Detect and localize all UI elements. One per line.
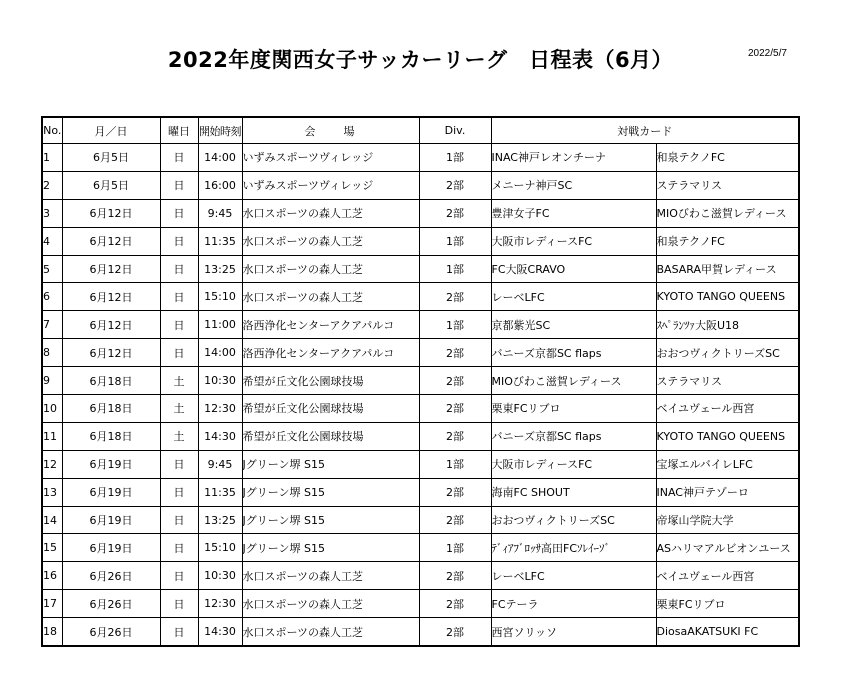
row-number: 11: [42, 422, 62, 450]
venue-name: 水口スポーツの森人工芝: [242, 283, 419, 311]
venue-name: 希望が丘文化公園球技場: [242, 395, 419, 423]
table-row: [42, 367, 799, 395]
venue-name: 水口スポーツの森人工芝: [242, 562, 419, 590]
match-date: 6月12日: [62, 339, 160, 367]
row-number: 2: [42, 171, 62, 199]
kickoff-time: 13:25: [198, 506, 242, 534]
venue-name: Jグリーン堺 S15: [242, 478, 419, 506]
venue-name: 希望が丘文化公園球技場: [242, 367, 419, 395]
home-team: ﾃﾞｨｱﾌﾞﾛｯｻ高田FCｿﾚｲｰｿﾞ: [491, 534, 656, 562]
row-number: 16: [42, 562, 62, 590]
kickoff-time: 12:30: [198, 590, 242, 618]
row-number: 10: [42, 395, 62, 423]
row-number: 9: [42, 367, 62, 395]
division: 2部: [419, 562, 491, 590]
table-row: [42, 395, 799, 423]
header-venue: 会 場: [242, 117, 419, 144]
match-date: 6月19日: [62, 506, 160, 534]
away-team: MIOびわこ滋賀レディース: [656, 199, 799, 227]
table-row: [42, 534, 799, 562]
match-weekday: 日: [160, 478, 198, 506]
home-team: FC大阪CRAVO: [491, 255, 656, 283]
row-number: 5: [42, 255, 62, 283]
away-team: ｽﾍﾟﾗﾝﾂｧ大阪U18: [656, 311, 799, 339]
row-number: 15: [42, 534, 62, 562]
division: 1部: [419, 227, 491, 255]
kickoff-time: 12:30: [198, 395, 242, 423]
header-no: No.: [42, 117, 62, 144]
division: 2部: [419, 618, 491, 646]
match-weekday: 日: [160, 339, 198, 367]
header-date: 月／日: [62, 117, 160, 144]
match-date: 6月12日: [62, 227, 160, 255]
home-team: メニーナ神戸SC: [491, 171, 656, 199]
home-team: 西宮ソリッソ: [491, 618, 656, 646]
match-weekday: 土: [160, 395, 198, 423]
match-weekday: 日: [160, 562, 198, 590]
home-team: FCテーラ: [491, 590, 656, 618]
venue-name: いずみスポーツヴィレッジ: [242, 171, 419, 199]
venue-name: 水口スポーツの森人工芝: [242, 590, 419, 618]
away-team: 和泉テクノFC: [656, 227, 799, 255]
division: 2部: [419, 283, 491, 311]
header-division: Div.: [419, 117, 491, 144]
match-weekday: 日: [160, 534, 198, 562]
match-date: 6月12日: [62, 311, 160, 339]
away-team: ベイユヴェール西宮: [656, 395, 799, 423]
row-number: 14: [42, 506, 62, 534]
row-number: 12: [42, 450, 62, 478]
table-row: [42, 144, 799, 172]
match-weekday: 日: [160, 590, 198, 618]
table-row: [42, 311, 799, 339]
row-number: 1: [42, 144, 62, 172]
away-team: INAC神戸テゾーロ: [656, 478, 799, 506]
match-date: 6月12日: [62, 199, 160, 227]
venue-name: 希望が丘文化公園球技場: [242, 422, 419, 450]
table-row: [42, 227, 799, 255]
kickoff-time: 11:00: [198, 311, 242, 339]
away-team: ステラマリス: [656, 367, 799, 395]
match-weekday: 日: [160, 227, 198, 255]
row-number: 3: [42, 199, 62, 227]
home-team: バニーズ京都SC flaps: [491, 422, 656, 450]
match-weekday: 日: [160, 171, 198, 199]
match-weekday: 日: [160, 311, 198, 339]
kickoff-time: 16:00: [198, 171, 242, 199]
match-date: 6月26日: [62, 618, 160, 646]
document-date: 2022/5/7: [748, 48, 787, 59]
table-row: [42, 199, 799, 227]
kickoff-time: 11:35: [198, 478, 242, 506]
division: 2部: [419, 367, 491, 395]
match-weekday: 日: [160, 255, 198, 283]
away-team: 宝塚エルバイレLFC: [656, 450, 799, 478]
division: 2部: [419, 506, 491, 534]
match-date: 6月5日: [62, 144, 160, 172]
match-weekday: 土: [160, 422, 198, 450]
row-number: 4: [42, 227, 62, 255]
match-date: 6月5日: [62, 171, 160, 199]
away-team: 帝塚山学院大学: [656, 506, 799, 534]
kickoff-time: 13:25: [198, 255, 242, 283]
venue-name: 水口スポーツの森人工芝: [242, 255, 419, 283]
row-number: 6: [42, 283, 62, 311]
table-row: [42, 562, 799, 590]
home-team: 京都紫光SC: [491, 311, 656, 339]
header-match: 対戦カード: [491, 117, 799, 144]
home-team: 豊津女子FC: [491, 199, 656, 227]
home-team: 大阪市レディースFC: [491, 227, 656, 255]
match-date: 6月26日: [62, 562, 160, 590]
match-date: 6月19日: [62, 450, 160, 478]
venue-name: Jグリーン堺 S15: [242, 450, 419, 478]
header-day: 曜日: [160, 117, 198, 144]
kickoff-time: 9:45: [198, 199, 242, 227]
row-number: 17: [42, 590, 62, 618]
home-team: MIOびわこ滋賀レディース: [491, 367, 656, 395]
venue-name: Jグリーン堺 S15: [242, 506, 419, 534]
table-row: [42, 283, 799, 311]
match-weekday: 日: [160, 618, 198, 646]
match-date: 6月12日: [62, 255, 160, 283]
match-date: 6月18日: [62, 367, 160, 395]
venue-name: 水口スポーツの森人工芝: [242, 227, 419, 255]
home-team: 栗東FCリブロ: [491, 395, 656, 423]
match-weekday: 日: [160, 144, 198, 172]
page-title: 2022年度関西女子サッカーリーグ 日程表（6月）: [167, 48, 674, 72]
venue-name: 水口スポーツの森人工芝: [242, 618, 419, 646]
match-weekday: 土: [160, 367, 198, 395]
home-team: 大阪市レディースFC: [491, 450, 656, 478]
division: 1部: [419, 255, 491, 283]
table-row: [42, 590, 799, 618]
away-team: 栗東FCリブロ: [656, 590, 799, 618]
division: 2部: [419, 422, 491, 450]
table-row: [42, 339, 799, 367]
header-row: [42, 117, 799, 144]
kickoff-time: 14:00: [198, 339, 242, 367]
division: 1部: [419, 534, 491, 562]
venue-name: いずみスポーツヴィレッジ: [242, 144, 419, 172]
kickoff-time: 10:30: [198, 562, 242, 590]
row-number: 8: [42, 339, 62, 367]
match-weekday: 日: [160, 283, 198, 311]
table-row: [42, 618, 799, 646]
home-team: レーベLFC: [491, 562, 656, 590]
division: 2部: [419, 339, 491, 367]
division: 2部: [419, 590, 491, 618]
table-row: [42, 422, 799, 450]
division: 1部: [419, 450, 491, 478]
away-team: KYOTO TANGO QUEENS: [656, 422, 799, 450]
home-team: 海南FC SHOUT: [491, 478, 656, 506]
division: 1部: [419, 144, 491, 172]
row-number: 7: [42, 311, 62, 339]
kickoff-time: 11:35: [198, 227, 242, 255]
kickoff-time: 15:10: [198, 283, 242, 311]
table-row: [42, 171, 799, 199]
venue-name: 洛西浄化センターアクアパルコ: [242, 311, 419, 339]
kickoff-time: 14:00: [198, 144, 242, 172]
home-team: レーベLFC: [491, 283, 656, 311]
kickoff-time: 9:45: [198, 450, 242, 478]
table-row: [42, 506, 799, 534]
kickoff-time: 14:30: [198, 618, 242, 646]
kickoff-time: 15:10: [198, 534, 242, 562]
match-weekday: 日: [160, 199, 198, 227]
kickoff-time: 14:30: [198, 422, 242, 450]
away-team: ASハリマアルビオンユース: [656, 534, 799, 562]
table-row: [42, 255, 799, 283]
away-team: ステラマリス: [656, 171, 799, 199]
venue-name: 水口スポーツの森人工芝: [242, 199, 419, 227]
schedule-table: [41, 116, 800, 647]
away-team: DiosaAKATSUKI FC: [656, 618, 799, 646]
away-team: KYOTO TANGO QUEENS: [656, 283, 799, 311]
row-number: 18: [42, 618, 62, 646]
division: 1部: [419, 311, 491, 339]
away-team: ベイユヴェール西宮: [656, 562, 799, 590]
division: 2部: [419, 395, 491, 423]
venue-name: 洛西浄化センターアクアパルコ: [242, 339, 419, 367]
match-date: 6月18日: [62, 422, 160, 450]
home-team: INAC神戸レオンチーナ: [491, 144, 656, 172]
away-team: 和泉テクノFC: [656, 144, 799, 172]
match-date: 6月18日: [62, 395, 160, 423]
match-weekday: 日: [160, 450, 198, 478]
away-team: BASARA甲賀レディース: [656, 255, 799, 283]
division: 2部: [419, 171, 491, 199]
venue-name: Jグリーン堺 S15: [242, 534, 419, 562]
division: 2部: [419, 199, 491, 227]
header-start-time: 開始時刻: [198, 117, 242, 144]
row-number: 13: [42, 478, 62, 506]
kickoff-time: 10:30: [198, 367, 242, 395]
match-date: 6月19日: [62, 534, 160, 562]
table-row: [42, 478, 799, 506]
home-team: おおつヴィクトリーズSC: [491, 506, 656, 534]
division: 2部: [419, 478, 491, 506]
match-date: 6月26日: [62, 590, 160, 618]
match-date: 6月19日: [62, 478, 160, 506]
table-row: [42, 450, 799, 478]
away-team: おおつヴィクトリーズSC: [656, 339, 799, 367]
home-team: バニーズ京都SC flaps: [491, 339, 656, 367]
match-weekday: 日: [160, 506, 198, 534]
match-date: 6月12日: [62, 283, 160, 311]
